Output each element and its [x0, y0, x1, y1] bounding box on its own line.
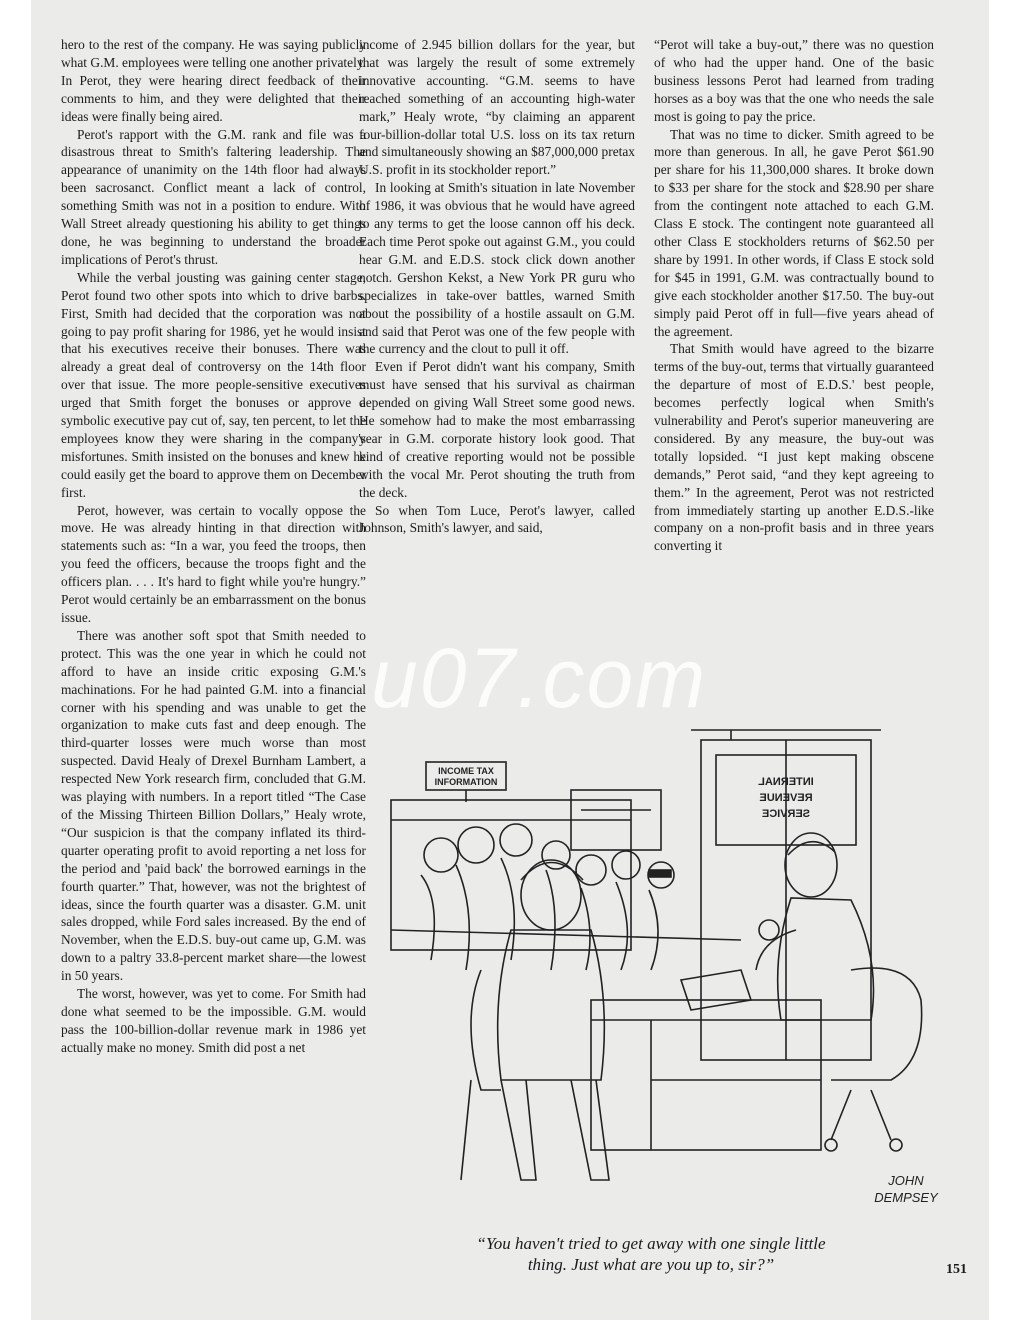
paragraph: income of 2.945 billion dollars for the year, but that was largely the result of some extremely innovative accounting. “G.M. seems to have reached something of an accounting high-water mark,” Healy wrote, “by claiming an apparent four-billion-dollar total U.S. loss on its tax return and simultaneously showing an $87,000,000 pretax U.S. profit in its stockholder report.”	[359, 37, 635, 178]
paragraph: In looking at Smith's situation in late November of 1986, it was obvious that he would have agreed to any terms to get the loose cannon off his deck. Each time Perot spoke out against G.M., you could hear G.M. and E.D.S. stock click down another notch. Gershon Kekst, a New York PR guru who specializes in take-over battles, warned Smith about the possibility of a hostile assault on G.M. and said that Perot was one of the few people with the currency and the clout to pull it off.	[359, 180, 635, 357]
paragraph: While the verbal jousting was gaining center stage, Perot found two other spots into which to drive barbs. First, Smith had decided that the corporation was not going to pay profit sharing for 1986, yet he would insist that his executives receive their bonuses. There was already a great deal of controversy on the 14th floor over that issue. The more people-sensitive executives urged that Smith forget the bonuses or approve a symbolic executive pay cut of, say, ten percent, to let the employees know they were sharing in the company's misfortunes. Smith insisted on the bonuses and knew he could easily get the board to approve them on December first.	[61, 269, 366, 500]
text-column-3	[654, 36, 934, 555]
text-column-2	[359, 36, 635, 537]
artist-signature-2: DEMPSEY	[874, 1190, 938, 1205]
door-sign-line-1: INTERNAL	[758, 776, 814, 788]
paragraph: That was no time to dicker. Smith agreed to be more than generous. In all, he gave Perot $61.90 per share for his 11,300,000 shares. It broke down to $33 per share for the stock and $28.90 per share from the contingent note attached to each G.M. Class E stock. The contingent note guaranteed all other Class E stockholders returns of $62.50 per share by 1991. In other words, if Class E stock sold for $45 in 1991, G.M. was contractually bound to give each stockholder another $17.50. The buy-out simply paid Perot off in full—five years ahead of the agreement.	[654, 126, 934, 339]
watermark: u07.com	[371, 631, 708, 725]
magazine-page	[31, 0, 989, 1320]
door-sign-line-2: REVENUE	[759, 792, 813, 804]
sign-line-2: INFORMATION	[434, 777, 498, 787]
paragraph: That Smith would have agreed to the bizarre terms of the buy-out, terms that virtually guaranteed the departure of most of E.D.S.' best people, becomes perfectly logical when Smith's vulnerability and Perot's superior maneuvering are considered. By any measure, the buy-out was totally lopsided. “I just kept making obscene demands,” Perot said, “and they kept agreeing to them.” In the agreement, Perot was not restricted from immediately starting up another E.D.S.-like company on a non-profit basis and in three years converting it	[654, 341, 934, 554]
paragraph: Even if Perot didn't want his company, Smith must have sensed that his survival as chairman depended on giving Wall Street some good news. He somehow had to make the most embarrassing year in G.M. corporate history look good. That kind of creative reporting would not be possible with the vocal Mr. Perot shouting the truth from the deck.	[359, 359, 635, 500]
paragraph: Perot, however, was certain to vocally oppose the move. He was already hinting in that direction with statements such as: “In a war, you feed the troops, then you feed the officers, because the troops fight and the officers plan. . . . It's hard to fight while you're hungry.” Perot would certainly be an embarrassment on the bonus issue.	[61, 502, 366, 625]
sign-line-1: INCOME TAX	[438, 766, 494, 776]
cartoon-caption	[391, 1233, 911, 1275]
paragraph: Perot's rapport with the G.M. rank and file was a disastrous threat to Smith's faltering leadership. The appearance of unanimity on the 14th floor had always been sacrosanct. Conflict meant a lack of control, something Smith was not in a position to endure. With Wall Street already questioning his ability to get things done, he was beginning to understand the broader implications of Perot's thrust.	[61, 126, 366, 267]
cartoon-illustration	[351, 640, 951, 1230]
artist-signature-1: JOHN	[888, 1173, 924, 1188]
paragraph: “Perot will take a buy-out,” there was no question of who had the upper hand. One of the basic business lessons Perot had learned from trading horses as a boy was that the one who needs the sale most is going to pay the price.	[654, 37, 934, 124]
page-number: 151	[946, 1262, 967, 1277]
door-sign-line-3: SERVICE	[761, 808, 811, 820]
text-column-1	[61, 36, 366, 1057]
caption-line: “You haven't tried to get away with one single little	[476, 1234, 826, 1253]
paragraph: There was another soft spot that Smith needed to protect. This was the one year in which he could not afford to have an inside critic exposing G.M.'s machinations. For he had painted G.M. into a financial corner with his spending and was unable to get the organization to make cuts fast and deep enough. The third-quarter losses were much worse than most suspected. David Healy of Drexel Burnham Lambert, a respected New York research firm, concluded that G.M. was playing with numbers. In a report titled “The Case of the Missing Thirteen Billion Dollars,” Healy wrote, “Our suspicion is that the company inflated its third-quarter operating profit to avoid reporting a net loss for the period and 'paid back' the borrowed earnings in the fourth quarter.” That, however, was not the brightest of ideas, since the fourth quarter was a disaster. G.M. unit sales dropped, while Ford sales increased. By the end of November, when the E.D.S. buy-out came up, G.M. was down to a paltry 33.8-percent market share—the lowest in 50 years.	[61, 627, 366, 984]
paragraph: So when Tom Luce, Perot's lawyer, called Johnson, Smith's lawyer, and said,	[359, 502, 635, 536]
caption-line: thing. Just what are you up to, sir?”	[527, 1255, 775, 1274]
paragraph: The worst, however, was yet to come. For Smith had done what seemed to be the impossible. G.M. would pass the 100-billion-dollar revenue mark in 1986 yet actually make no money. Smith did post a net	[61, 986, 366, 1055]
paragraph: hero to the rest of the company. He was saying publicly what G.M. employees were telling one another privately. In Perot, they were hearing direct feedback of their comments to him, and they were delighted that their ideas were finally being aired.	[61, 37, 366, 124]
